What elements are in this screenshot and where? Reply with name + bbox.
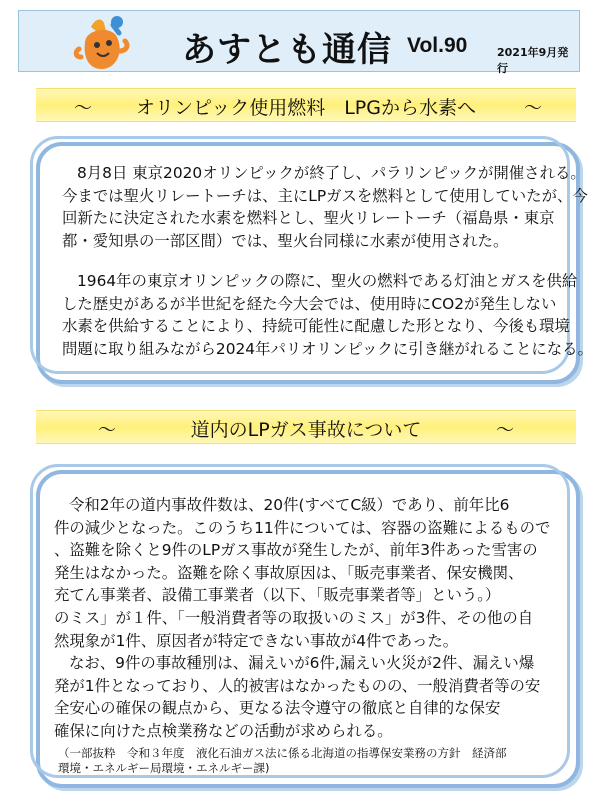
section-heading-text: 道内のLPガス事故について xyxy=(190,419,422,441)
section-heading-text: オリンピック使用燃料 LPGから水素へ xyxy=(135,97,476,119)
issue-date: 2021年9月発行 xyxy=(497,46,569,75)
volume-number: Vol.90 xyxy=(407,34,468,57)
text-line: 確保に向けた点検業務などの活動が求められる。 xyxy=(54,721,393,740)
text-line: 都・愛知県の一部区間）では、聖火台同様に水素が使用された。 xyxy=(62,231,509,250)
text-line: 全安心の確保の観点から、更なる法令遵守の徹底と自律的な保安 xyxy=(54,699,501,718)
text-line: 今までは聖火リレートーチは、主にLPガスを燃料として使用していたが、今 xyxy=(62,186,588,205)
text-line: した歴史があるが半世紀を経た今大会では、使用時にCO2が発生しない xyxy=(62,294,557,313)
olympic-paragraph-1 xyxy=(62,162,588,252)
text-line: 件の減少となった。このうち11件については、容器の盗難によるもので xyxy=(54,518,551,537)
text-line: 、盗難を除くと9件のLPガス事故が発生したが、前年3件あった雪害の xyxy=(54,541,538,560)
olympic-fuel-article-box xyxy=(36,142,593,384)
heading-tilde-right: ～ xyxy=(524,98,542,119)
newsletter-header xyxy=(18,10,580,75)
section-heading-olympic-fuel xyxy=(36,88,576,122)
text-line: 然現象が1件、原因者が特定できない事故が4件であった。 xyxy=(54,631,459,650)
text-line: 発生はなかった。盗難を除く事故原因は、「販売事業者、保安機関、 xyxy=(54,563,524,582)
text-line: 回新たに決定された水素を燃料とし、聖火リレートーチ（福島県・東京 xyxy=(62,209,555,228)
heading-tilde-left: ～ xyxy=(98,420,116,441)
heading-tilde-right: ～ xyxy=(496,420,514,441)
lpg-accident-article-box xyxy=(36,470,580,788)
olympic-paragraph-2 xyxy=(62,270,593,360)
text-line: （一部抜粋 令和３年度 液化石油ガス法に係る北海道の指導保安業務の方針 経済部 xyxy=(58,746,507,760)
text-line: 発が1件となっており、人的被害はなかったものの、一般消費者等の安 xyxy=(54,676,541,695)
source-note xyxy=(58,746,507,776)
heading-tilde-left: ～ xyxy=(74,98,92,119)
text-line: 8月8日 東京2020オリンピックが終了し、パラリンピックが開催される。 xyxy=(77,164,586,182)
mascot-icon xyxy=(71,13,141,71)
text-line: 環境・エネルギー局環境・エネルギー課) xyxy=(58,761,270,775)
newsletter-title: あすとも通信 xyxy=(182,30,392,70)
text-line: なお、9件の事故種別は、漏えいが6件,漏えい火災が2件、漏えい爆 xyxy=(69,654,535,673)
section-heading-lpg-accidents xyxy=(36,410,576,444)
lpg-accident-paragraph xyxy=(54,494,550,743)
text-line: 充てん事業者、設備工事業者（以下、「販売事業者等」という。） xyxy=(54,586,501,605)
text-line: 問題に取り組みながら2024年パリオリンピックに引き継がれることになる。 xyxy=(62,339,593,358)
text-line: 1964年の東京オリンピックの際に、聖火の燃料である灯油とガスを供給 xyxy=(77,272,578,290)
text-line: のミス」が１件、「一般消費者等の取扱いのミス」が3件、その他の自 xyxy=(54,608,534,627)
text-line: 水素を供給することにより、持続可能性に配慮した形となり、今後も環境 xyxy=(62,317,570,336)
text-line: 令和2年の道内事故件数は、20件(すべてC級）であり、前年比6 xyxy=(69,496,510,514)
